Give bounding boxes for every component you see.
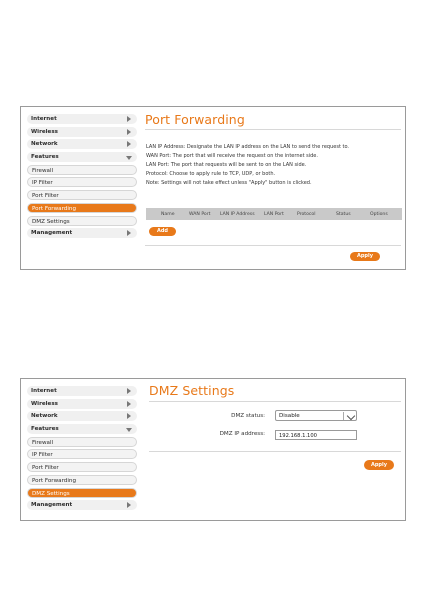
sidebar-item-firewall[interactable] bbox=[27, 437, 137, 447]
sidebar-item-port-forwarding[interactable] bbox=[27, 203, 137, 213]
sidebar-item-features[interactable] bbox=[27, 424, 137, 434]
sidebar-item-label: Features bbox=[31, 426, 59, 433]
page-title: DMZ Settings bbox=[149, 383, 235, 398]
sidebar-item-label: Internet bbox=[31, 116, 57, 122]
sidebar-item-wireless[interactable] bbox=[27, 127, 137, 137]
col-lan-port: LAN Port bbox=[264, 211, 284, 217]
note-protocol: Protocol: Choose to apply rule to TCP, UDP, or both. bbox=[146, 171, 276, 177]
chevron-down-icon bbox=[347, 412, 355, 420]
sidebar-item-ip-filter[interactable] bbox=[27, 177, 137, 187]
sidebar-item-management[interactable] bbox=[27, 228, 137, 238]
caret-right-icon bbox=[127, 413, 131, 419]
sidebar-item-internet[interactable] bbox=[27, 114, 137, 124]
sidebar-item-dmz-settings[interactable] bbox=[27, 488, 137, 498]
sidebar-item-label: IP Filter bbox=[32, 180, 53, 187]
sidebar-item-label: IP Filter bbox=[32, 452, 53, 459]
sidebar-item-label: Internet bbox=[31, 388, 57, 394]
footer-divider bbox=[149, 451, 401, 452]
sidebar-item-label: Port Forwarding bbox=[32, 477, 77, 484]
caret-right-icon bbox=[127, 129, 131, 135]
dmz-settings-panel bbox=[20, 378, 406, 521]
sidebar-item-firewall[interactable] bbox=[27, 165, 137, 175]
dmz-ip-label: DMZ IP address: bbox=[219, 431, 265, 437]
note-lan-port: LAN Port: The port that requests will be sent to on the LAN side. bbox=[146, 162, 307, 168]
sidebar-item-label: DMZ Settings bbox=[32, 490, 70, 497]
col-options: Options bbox=[370, 211, 388, 217]
sidebar-item-label: Wireless bbox=[31, 400, 59, 407]
sidebar-item-port-filter[interactable] bbox=[27, 462, 137, 472]
sidebar-item-label: Features bbox=[31, 154, 59, 161]
sidebar-item-dmz-settings[interactable] bbox=[27, 216, 137, 226]
dmz-status-value: Disable bbox=[279, 413, 300, 419]
caret-right-icon bbox=[127, 141, 131, 147]
apply-button[interactable]: Apply bbox=[350, 252, 380, 261]
sidebar-item-label: Network bbox=[31, 141, 58, 148]
sidebar-item-label: Wireless bbox=[31, 128, 59, 135]
sidebar-menu bbox=[27, 386, 137, 513]
rules-table-header bbox=[146, 208, 402, 220]
caret-down-icon bbox=[126, 156, 132, 160]
caret-right-icon bbox=[127, 116, 131, 122]
sidebar-menu bbox=[27, 114, 137, 241]
sidebar-item-label: Management bbox=[31, 230, 73, 237]
note-lan-ip: LAN IP Address: Designate the LAN IP address on the LAN to send the request to. bbox=[146, 144, 350, 150]
title-divider bbox=[149, 401, 401, 402]
sidebar-item-network[interactable] bbox=[27, 411, 137, 421]
dmz-ip-input[interactable]: 192.168.1.100 bbox=[275, 430, 357, 440]
col-name: Name bbox=[161, 211, 175, 217]
sidebar-item-internet[interactable] bbox=[27, 386, 137, 396]
dmz-status-label: DMZ status: bbox=[231, 413, 265, 419]
sidebar-item-label: Port Filter bbox=[32, 465, 59, 472]
apply-button[interactable]: Apply bbox=[364, 460, 394, 470]
sidebar-item-label: Port Forwarding bbox=[32, 205, 77, 212]
page-title: Port Forwarding bbox=[145, 112, 245, 127]
sidebar-item-ip-filter[interactable] bbox=[27, 449, 137, 459]
sidebar-item-wireless[interactable] bbox=[27, 399, 137, 409]
sidebar-item-label: Firewall bbox=[32, 167, 54, 174]
dmz-status-select[interactable] bbox=[275, 410, 357, 421]
col-status: Status bbox=[336, 211, 351, 217]
port-forwarding-panel bbox=[20, 106, 406, 270]
sidebar-item-label: Network bbox=[31, 413, 58, 420]
caret-right-icon bbox=[127, 401, 131, 407]
sidebar-item-port-forwarding[interactable] bbox=[27, 475, 137, 485]
sidebar-item-label: Firewall bbox=[32, 439, 54, 446]
select-separator bbox=[343, 412, 344, 420]
help-notes bbox=[146, 143, 401, 188]
sidebar-item-label: Management bbox=[31, 502, 73, 509]
note-apply: Note: Settings will not take effect unless "Apply" button is clicked. bbox=[146, 180, 312, 186]
footer-divider bbox=[145, 245, 401, 246]
sidebar-item-network[interactable] bbox=[27, 139, 137, 149]
sidebar-item-features[interactable] bbox=[27, 152, 137, 162]
col-wan-port: WAN Port bbox=[189, 211, 211, 217]
note-wan-port: WAN Port: The port that will receive the request on the internet side. bbox=[146, 153, 318, 159]
sidebar-item-label: DMZ Settings bbox=[32, 218, 70, 225]
sidebar-item-management[interactable] bbox=[27, 500, 137, 510]
col-protocol: Protocol bbox=[297, 211, 316, 217]
caret-right-icon bbox=[127, 388, 131, 394]
col-lan-ip: LAN IP Address bbox=[220, 211, 255, 217]
sidebar-item-port-filter[interactable] bbox=[27, 190, 137, 200]
title-divider bbox=[145, 129, 401, 130]
sidebar-item-label: Port Filter bbox=[32, 193, 59, 200]
add-button[interactable]: Add bbox=[149, 227, 176, 236]
caret-right-icon bbox=[127, 230, 131, 236]
caret-right-icon bbox=[127, 502, 131, 508]
caret-down-icon bbox=[126, 428, 132, 432]
